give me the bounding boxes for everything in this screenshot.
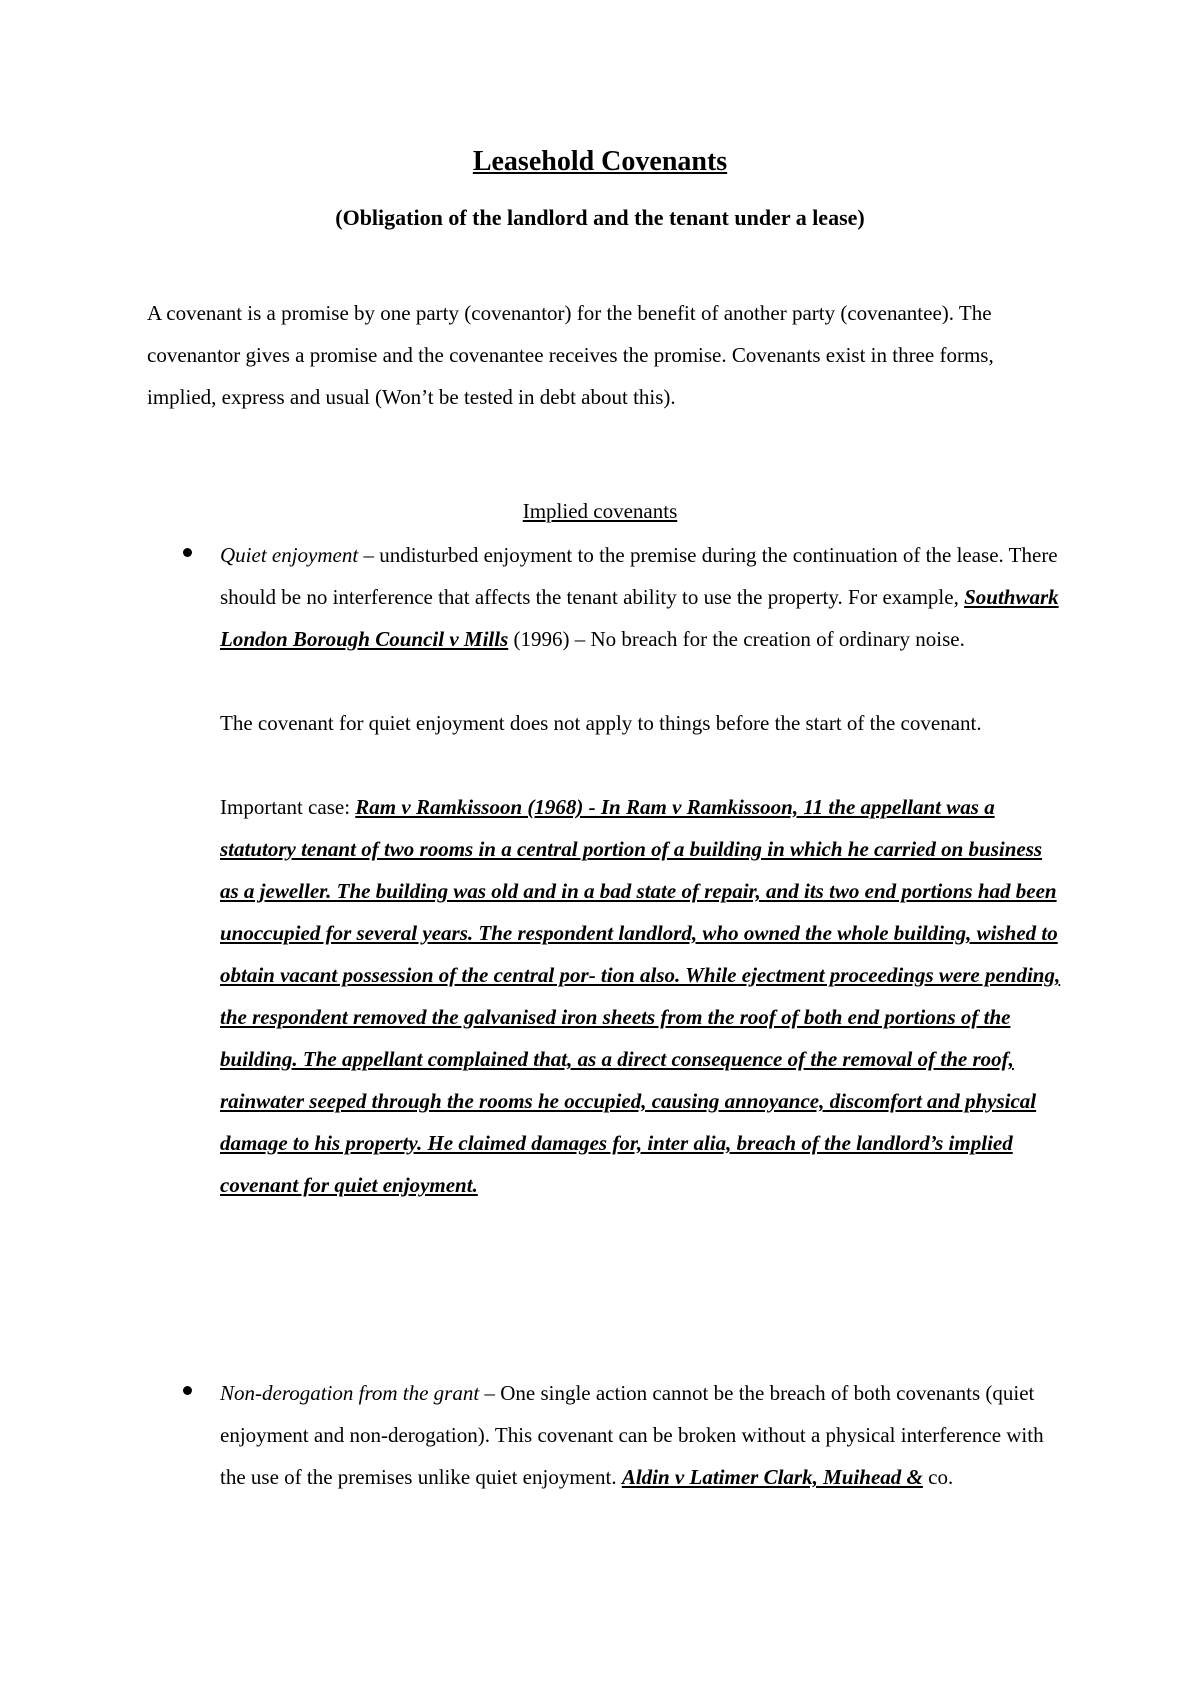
- quiet-enjoyment-paragraph: [220, 534, 1065, 660]
- document-subtitle: (Obligation of the landlord and the tenant under a lease): [335, 205, 865, 230]
- intro-paragraph: A covenant is a promise by one party (covenantor) for the benefit of another party (covenantee). The covenantor gives a promise and the covenantee receives the promise. Covenants exist in three forms, implied, express and usual (Won’t be tested in debt about this).: [147, 301, 994, 409]
- bullet-dot-icon: [183, 1386, 192, 1395]
- quiet-enjoyment-text-2: (1996) – No breach for the creation of ordinary noise.: [508, 627, 965, 651]
- document-title: Leasehold Covenants: [472, 146, 728, 177]
- non-derogation-text-2: co.: [922, 1465, 954, 1489]
- case-southwark-v-mills: Southwark London Borough Council v Mills: [220, 585, 1059, 651]
- term-quiet-enjoyment: Quiet enjoyment: [220, 543, 359, 567]
- case-aldin-v-latimer-clark: Aldin v Latimer Clark, Muihead &: [621, 1465, 923, 1489]
- bullet-body: [220, 1372, 1065, 1498]
- bullet-body: [220, 534, 1065, 1206]
- important-case-label: Important case:: [220, 795, 356, 819]
- quiet-enjoyment-text-1: – undisturbed enjoyment to the premise during the continuation of the lease. There should be no interference that affects the tenant ability to use the property. For example,: [220, 543, 1058, 609]
- bullet-dot-icon: [183, 548, 192, 557]
- quiet-enjoyment-note: The covenant for quiet enjoyment does not apply to things before the start of the covenant.: [220, 711, 982, 735]
- important-case-paragraph: [220, 786, 1065, 1206]
- non-derogation-text-1: – One single action cannot be the breach of both covenants (quiet enjoyment and non-derogation). This covenant can be broken without a physical interference with the use of the premises unlike quiet enjoyment.: [220, 1381, 1044, 1489]
- term-non-derogation: Non-derogation from the grant: [220, 1381, 480, 1405]
- case-ram-v-ramkissoon: Ram v Ramkissoon (1968) - In Ram v Ramkissoon, 11 the appellant was a statutory tenant of two rooms in a central portion of a building in which he carried on business as a jeweller. The building was old and in a bad state of repair, and its two end portions had been unoccupied for several years. The respondent landlord, who owned the whole building, wished to obtain vacant possession of the central por- tion also. While ejectment proceedings were pending, the respondent removed the galvanised iron sheets from the roof of both end portions of the building. The appellant complained that, as a direct consequence of the removal of the roof, rainwater seeped through the rooms he occupied, causing annoyance, discomfort and physical damage to his property. He claimed damages for, inter alia, breach of the landlord’s implied covenant for quiet enjoyment.: [220, 795, 1061, 1197]
- section-heading-implied-covenants: Implied covenants: [522, 499, 678, 523]
- non-derogation-paragraph: [220, 1372, 1065, 1498]
